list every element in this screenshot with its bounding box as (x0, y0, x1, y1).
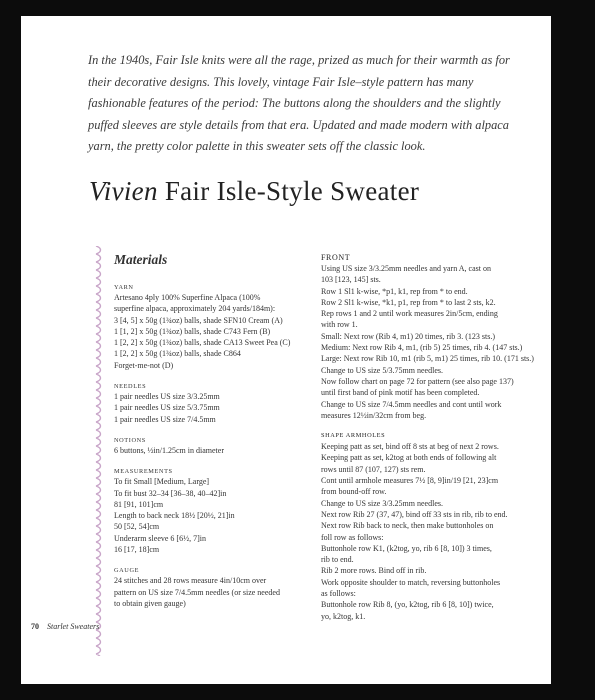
armhole-line: Keeping patt as set, bind off 8 sts at beg of next 2 rows. (321, 442, 499, 452)
armhole-line: Buttonhole row K1, (k2tog, yo, rib 6 [8, 10]) 3 times, (321, 543, 492, 553)
front-line: Row 1 Sl1 k-wise, *p1, k1, rep from * to end. (321, 286, 468, 296)
materials-heading: Materials (114, 252, 168, 267)
yarn-heading: YARN (114, 284, 134, 291)
front-line: with row 1. (321, 320, 358, 330)
title-rest: Fair Isle-Style Sweater (164, 176, 420, 206)
armhole-line: from bound-off row. (321, 487, 387, 497)
armhole-line: Rib 2 more rows. Bind off in rib. (321, 566, 427, 576)
measurements-line: Underarm sleeve 6 [6½, 7]in (114, 533, 206, 543)
gauge-line: 24 stitches and 28 rows measure 4in/10cm over (114, 576, 267, 586)
front-line: Small: Next row (Rib 4, m1) 20 times, rib 3. (123 sts.) (321, 331, 495, 341)
armhole-line: as follows: (321, 589, 356, 599)
needles-line: 1 pair needles US size 5/3.75mm (114, 403, 220, 413)
armhole-line: Keeping patt as set, k2tog at both ends of following alt (321, 453, 497, 463)
page-footer (31, 622, 99, 631)
front-line: 103 [123, 145] sts. (321, 275, 381, 285)
yarn-line: superfine alpaca, approximately 204 yards/184m): (114, 304, 276, 314)
armhole-line: yo, k2tog, k1. (321, 611, 366, 621)
yarn-line: 1 [1, 2] x 50g (1¾oz) balls, shade C743 Fern (B) (114, 326, 271, 336)
notions-heading: NOTIONS (114, 436, 146, 444)
title-name: Vivien (89, 176, 158, 206)
front-line: Now follow chart on page 72 for pattern (see also page 137) (321, 376, 514, 386)
shape-armholes-heading: SHAPE ARMHOLES (321, 432, 386, 440)
yarn-line: Forget-me-not (D) (114, 360, 174, 370)
page-title (89, 176, 419, 207)
front-line: Rep rows 1 and 2 until work measures 2in/5cm, ending (321, 309, 498, 319)
armhole-line: rows until 87 (107, 127) sts rem. (321, 464, 426, 474)
armhole-line: Next row Rib 27 (37, 47), bind off 33 sts in rib, rib to end. (321, 509, 508, 519)
measurements-line: 50 [52, 54]cm (114, 522, 160, 532)
needles-heading: NEEDLES (114, 383, 147, 391)
gauge-line: pattern on US size 7/4.5mm needles (or size needed (114, 587, 280, 597)
front-line: Row 2 Sl1 k-wise, *k1, p1, rep from * to last 2 sts, k2. (321, 297, 496, 307)
notions-line: 6 buttons, ½in/1.25cm in diameter (114, 445, 224, 455)
front-line: measures 12½in/32cm from beg. (321, 410, 427, 420)
front-line: until first band of pink motif has been completed. (321, 388, 480, 398)
front-line: Large: Next row Rib 10, m1 (rib 5, m1) 25 times, rib 10. (171 sts.) (321, 354, 534, 364)
measurements-line: To fit Small [Medium, Large] (114, 477, 210, 487)
armhole-line: rib to end. (321, 555, 354, 565)
yarn-line: 3 [4, 5] x 50g (1¾oz) balls, shade SFN10 Cream (A) (114, 315, 283, 325)
armhole-line: Cont until armhole measures 7½ [8, 9]in/19 [21, 23]cm (321, 476, 499, 486)
front-line: Medium: Next row Rib 4, m1, (rib 5) 25 times, rib 4. (147 sts.) (321, 343, 523, 353)
decorative-swirl-border (90, 246, 102, 656)
front-line: Change to US size 7/4.5mm needles and cont until work (321, 399, 502, 409)
needles-line: 1 pair needles US size 3/3.25mm (114, 392, 220, 402)
front-heading: FRONT (321, 253, 351, 262)
measurements-line: To fit bust 32–34 [36–38, 40–42]in (114, 488, 227, 498)
intro-paragraph: In the 1940s, Fair Isle knits were all the rage, prized as much for their warmth as for their decorative designs. This lovely, vintage Fair Isle–style pattern has many fashionable features of the period: The buttons along the shoulders and the slightly puffed sleeves are style details from that era. Updated and made modern with alpaca yarn, the pretty color palette in this sweater sets off the classic look. (88, 53, 510, 153)
book-page (21, 16, 551, 684)
measurements-line: 16 [17, 18]cm (114, 545, 160, 555)
needles-line: 1 pair needles US size 7/4.5mm (114, 414, 216, 424)
armhole-line: Change to US size 3/3.25mm needles. (321, 498, 443, 508)
armhole-line: Next row Rib back to neck, then make buttonholes on (321, 521, 494, 531)
gauge-line: to obtain given gauge) (114, 598, 186, 608)
yarn-line: 1 [2, 2] x 50g (1¾oz) balls, shade CA13 Sweet Pea (C) (114, 338, 291, 348)
front-line: Change to US size 5/3.75mm needles. (321, 365, 443, 375)
front-line: Using US size 3/3.25mm needles and yarn A, cast on (321, 264, 491, 273)
measurements-heading: MEASUREMENTS (114, 468, 173, 476)
page-number: 70 (31, 622, 39, 631)
armhole-line: Work opposite shoulder to match, reversing buttonholes (321, 577, 501, 587)
gauge-heading: GAUGE (114, 567, 140, 575)
running-title: Starlet Sweaters (47, 622, 100, 631)
yarn-line: Artesano 4ply 100% Superfine Alpaca (100% (114, 293, 261, 302)
measurements-line: 81 [91, 101]cm (114, 499, 164, 509)
materials-column (114, 252, 314, 609)
armhole-line: foll row as follows: (321, 532, 384, 542)
armhole-line: Buttonhole row Rib 8, (yo, k2tog, rib 6 [8, 10]) twice, (321, 600, 494, 610)
measurements-line: Length to back neck 18½ [20½, 21]in (114, 511, 235, 521)
yarn-line: 1 [2, 2] x 50g (1¾oz) balls, shade C864 (114, 349, 241, 359)
instructions-column (321, 252, 541, 622)
